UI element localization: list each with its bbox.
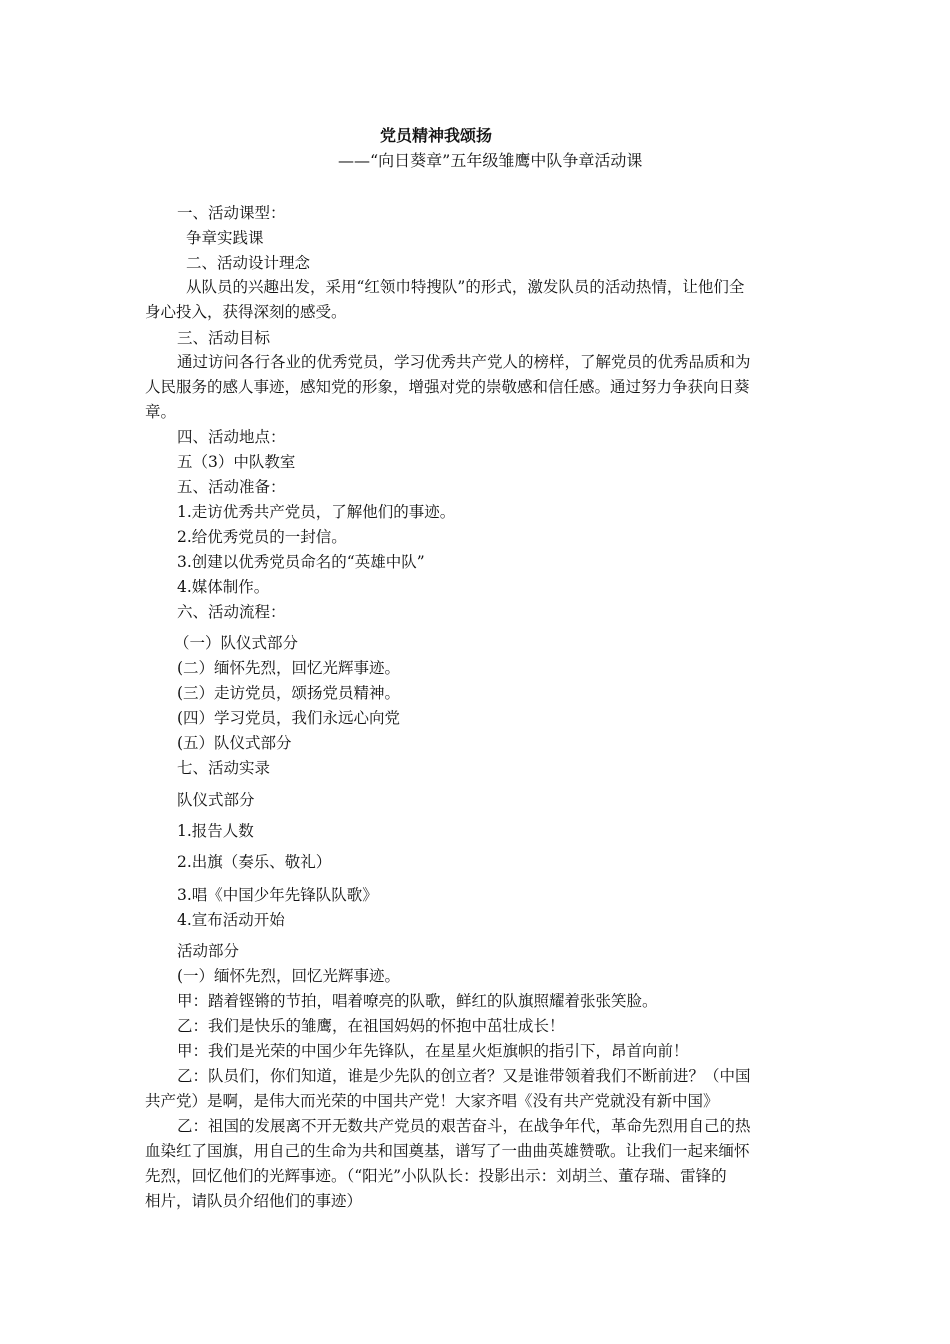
subsection-heading: 活动部分 — [177, 942, 240, 960]
dialogue-line: 血染红了国旗，用自己的生命为共和国奠基，谱写了一曲曲英雄赞歌。让我们一起来缅怀 — [145, 1142, 750, 1160]
list-item: 3.唱《中国少年先锋队队歌》 — [177, 886, 378, 904]
document-subtitle: ——“向日葵章”五年级雏鹰中队争章活动课 — [338, 151, 643, 170]
list-item: 1.报告人数 — [177, 822, 254, 840]
paragraph-line: 身心投入，获得深刻的感受。 — [145, 303, 347, 321]
section-heading: 三、活动目标 — [177, 329, 271, 347]
paragraph-line: 五（3）中队教室 — [177, 453, 296, 471]
section-heading: 六、活动流程： — [177, 603, 286, 621]
list-item: 4.宣布活动开始 — [177, 911, 285, 929]
section-heading: 一、活动课型： — [177, 204, 286, 222]
list-item: 3.创建以优秀党员命名的“英雄中队” — [177, 553, 425, 571]
document-title: 党员精神我颂扬 — [380, 126, 493, 145]
list-item: 4.媒体制作。 — [177, 578, 270, 596]
list-item: 1.走访优秀共产党员，了解他们的事迹。 — [177, 503, 456, 521]
list-item: (四）学习党员，我们永远心向党 — [177, 709, 401, 727]
subsection-heading: 队仪式部分 — [177, 791, 255, 809]
paragraph-line: (一）缅怀先烈，回忆光辉事迹。 — [177, 967, 401, 985]
list-item: 2.给优秀党员的一封信。 — [177, 528, 347, 546]
dialogue-line: 先烈，回忆他们的光辉事迹。（“阳光”小队队长：投影出示：刘胡兰、董存瑞、雷锋的 — [145, 1167, 727, 1185]
section-heading: 四、活动地点： — [177, 428, 286, 446]
list-item: 2.出旗（奏乐、敬礼） — [177, 853, 332, 871]
section-heading: 五、活动准备： — [177, 478, 286, 496]
list-item: (五）队仪式部分 — [177, 734, 292, 752]
dialogue-line: 相片，请队员介绍他们的事迹） — [145, 1192, 363, 1210]
paragraph-line: 通过访问各行各业的优秀党员，学习优秀共产党人的榜样，了解党员的优秀品质和为 — [177, 353, 751, 371]
paragraph-line: 从队员的兴趣出发，采用“红领巾特搜队”的形式，激发队员的活动热情，让他们全 — [186, 278, 745, 296]
section-heading: 二、活动设计理念 — [186, 254, 311, 272]
paragraph-line: 人民服务的感人事迹，感知党的形象，增强对党的崇敬感和信任感。通过努力争获向日葵 — [145, 378, 750, 396]
paragraph-line: 章。 — [145, 403, 177, 421]
dialogue-line: 乙：队员们，你们知道，谁是少先队的创立者？又是谁带领着我们不断前进？（中国 — [177, 1067, 751, 1085]
list-item: （一）队仪式部分 — [174, 634, 299, 652]
section-heading: 七、活动实录 — [177, 759, 271, 777]
dialogue-line: 甲：踏着铿锵的节拍，唱着嘹亮的队歌，鲜红的队旗照耀着张张笑脸。 — [177, 992, 658, 1010]
dialogue-line: 乙：祖国的发展离不开无数共产党员的艰苦奋斗，在战争年代，革命先烈用自己的热 — [177, 1117, 751, 1135]
list-item: (二）缅怀先烈，回忆光辉事迹。 — [177, 659, 401, 677]
paragraph-line: 争章实践课 — [186, 229, 264, 247]
dialogue-line: 共产党）是啊，是伟大而光荣的中国共产党！大家齐唱《没有共产党就没有新中国》 — [145, 1092, 719, 1110]
list-item: (三）走访党员，颂扬党员精神。 — [177, 684, 401, 702]
dialogue-line: 甲：我们是光荣的中国少年先锋队，在星星火炬旗帜的指引下，昂首向前！ — [177, 1042, 689, 1060]
dialogue-line: 乙：我们是快乐的雏鹰，在祖国妈妈的怀抱中茁壮成长！ — [177, 1017, 565, 1035]
